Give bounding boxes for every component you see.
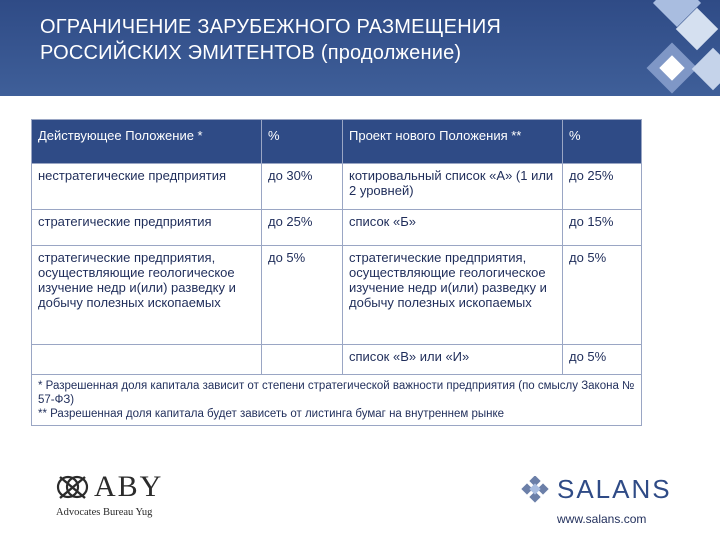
diamond-edge (692, 48, 720, 90)
cell-new: список «Б» (343, 210, 563, 246)
cell-current-percent: до 5% (262, 246, 343, 345)
cell-current-percent: до 25% (262, 210, 343, 246)
header-new-regulation: Проект нового Положения ** (343, 120, 563, 164)
salans-name: SALANS (557, 474, 672, 504)
cell-new-percent: до 15% (563, 210, 642, 246)
cell-new: список «В» или «И» (343, 345, 563, 375)
table-row (32, 345, 642, 375)
table-header-row (32, 120, 642, 164)
cell-current-percent (262, 345, 343, 375)
comparison-table (31, 119, 642, 426)
decorative-diamonds-icon (620, 0, 720, 120)
footnotes (32, 375, 642, 426)
aby-subtitle: Advocates Bureau Yug (56, 507, 153, 518)
footnote-1: * Разрешенная доля капитала зависит от степени стратегической важности предприятия (по смыслу Закона № 57-ФЗ) (38, 380, 635, 406)
header-current-regulation: Действующее Положение * (32, 120, 262, 164)
cell-new: котировальный список «А» (1 или 2 уровней) (343, 164, 563, 210)
cell-current-percent: до 30% (262, 164, 343, 210)
salans-logo (517, 474, 687, 530)
footnote-2: ** Разрешенная доля капитала будет зависеть от листинга бумаг на внутреннем рынке (38, 408, 505, 420)
aby-name: ABY (94, 470, 164, 503)
page-title (40, 14, 600, 66)
table-row (32, 164, 642, 210)
cell-new-percent: до 5% (563, 345, 642, 375)
title-line-2: РОССИЙСКИХ ЭМИТЕНТОВ (продолжение) (40, 42, 462, 64)
cell-current: стратегические предприятия, осуществляющие геологическое изучение недр и(или) разведку и добычу полезных ископаемых (32, 246, 262, 345)
cell-current: стратегические предприятия (32, 210, 262, 246)
aby-mark-icon (56, 474, 90, 506)
table-row (32, 246, 642, 345)
cell-new-percent: до 25% (563, 164, 642, 210)
header-banner (0, 0, 720, 96)
header-percent-current: % (262, 120, 343, 164)
table-row (32, 210, 642, 246)
footnote-row (32, 375, 642, 426)
salans-diamond-icon (517, 476, 553, 508)
cell-current: нестратегические предприятия (32, 164, 262, 210)
title-line-1: ОГРАНИЧЕНИЕ ЗАРУБЕЖНОГО РАЗМЕЩЕНИЯ (40, 16, 502, 38)
cell-new-percent: до 5% (563, 246, 642, 345)
salans-url-link[interactable]: www.salans.com (557, 512, 647, 526)
aby-logo (56, 470, 186, 520)
header-percent-new: % (563, 120, 642, 164)
cell-current (32, 345, 262, 375)
cell-new: стратегические предприятия, осуществляющие геологическое изучение недр и(или) разведку и добычу полезных ископаемых (343, 246, 563, 345)
